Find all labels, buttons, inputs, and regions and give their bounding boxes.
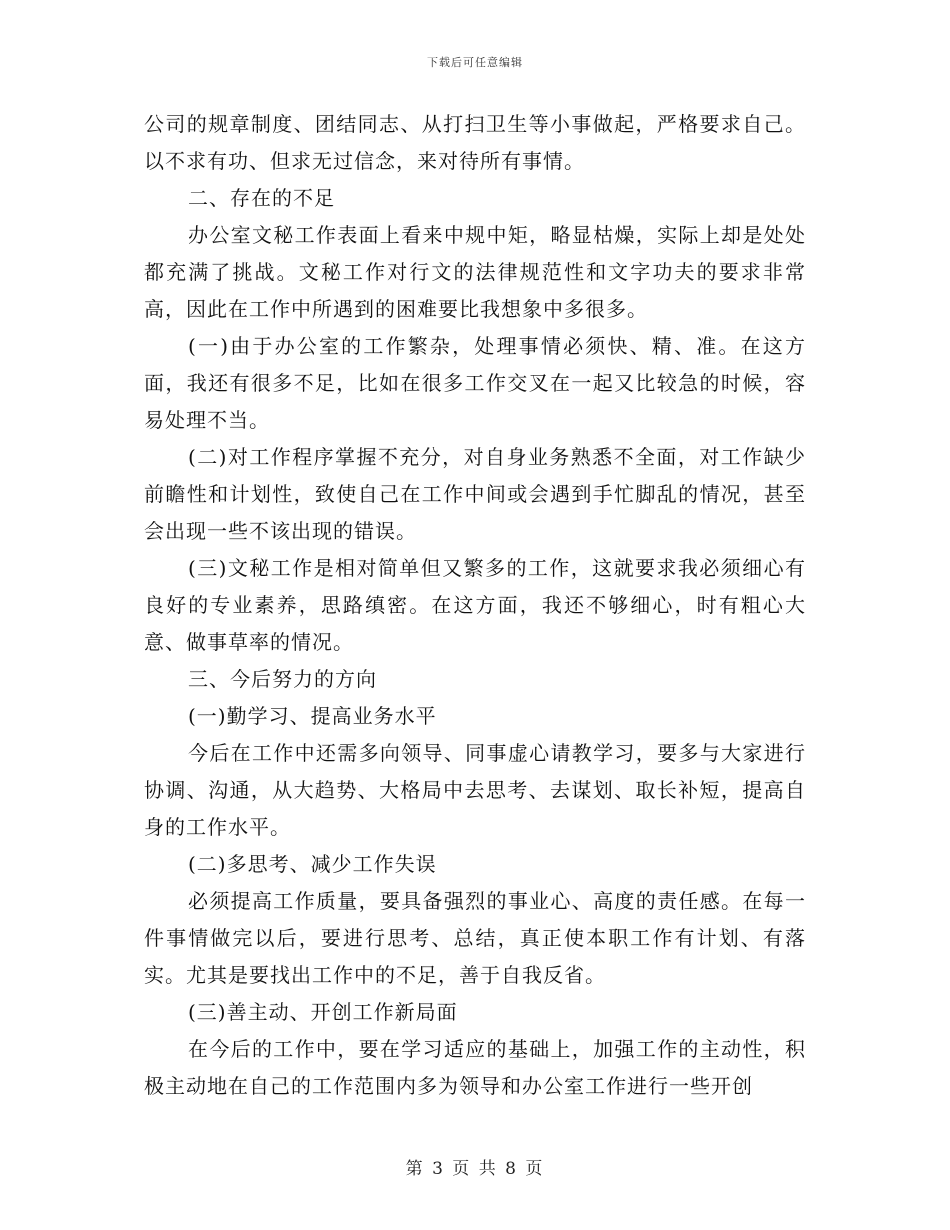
subheading-2: (二)多思考、减少工作失误 bbox=[188, 852, 437, 876]
paragraph-6: (三)文秘工作是相对简单但又繁多的工作，这就要求我必须细心有良好的专业素养，思路缜密。在这方面，我还不够细心，时有粗心大意、做事草率的情况。 bbox=[144, 556, 806, 654]
paragraph-9: 今后在工作中还需多向领导、同事虚心请教学习，要多与大家进行协调、沟通，从大趋势、大格局中去思考、去谋划、取长补短，提高自身的工作水平。 bbox=[144, 741, 806, 839]
paragraph-1: 公司的规章制度、团结同志、从打扫卫生等小事做起，严格要求自己。以不求有功、但求无过信念，来对待所有事情。 bbox=[144, 112, 806, 173]
subheading-1: (一)勤学习、提高业务水平 bbox=[188, 704, 437, 728]
paragraph-4: (一)由于办公室的工作繁杂，处理事情必须快、精、准。在这方面，我还有很多不足，比如在很多工作交叉在一起又比较急的时候，容易处理不当。 bbox=[144, 334, 806, 432]
subheading-3: (三)善主动、开创工作新局面 bbox=[188, 1000, 458, 1024]
page-header: 下载后可任意编辑 bbox=[427, 56, 523, 69]
paragraph-13: 在今后的工作中，要在学习适应的基础上，加强工作的主动性，积极主动地在自己的工作范围内多为领导和办公室工作进行一些开创 bbox=[144, 1037, 806, 1098]
page-number: 第 3 页 共 8 页 bbox=[405, 1159, 545, 1179]
paragraph-5: (二)对工作程序掌握不充分，对自身业务熟悉不全面，对工作缺少前瞻性和计划性，致使自己在工作中间或会遇到手忙脚乱的情况，甚至会出现一些不该出现的错误。 bbox=[144, 445, 806, 543]
section-heading-2: 二、存在的不足 bbox=[188, 186, 335, 210]
paragraph-11: 必须提高工作质量，要具备强烈的事业心、高度的责任感。在每一件事情做完以后，要进行思考、总结，真正使本职工作有计划、有落实。尤其是要找出工作中的不足，善于自我反省。 bbox=[144, 889, 806, 987]
document-body bbox=[144, 106, 806, 1105]
section-heading-3: 三、今后努力的方向 bbox=[188, 667, 377, 691]
paragraph-3: 办公室文秘工作表面上看来中规中矩，略显枯燥，实际上却是处处都充满了挑战。文秘工作对行文的法律规范性和文字功夫的要求非常高，因此在工作中所遇到的困难要比我想象中多很多。 bbox=[144, 223, 806, 321]
